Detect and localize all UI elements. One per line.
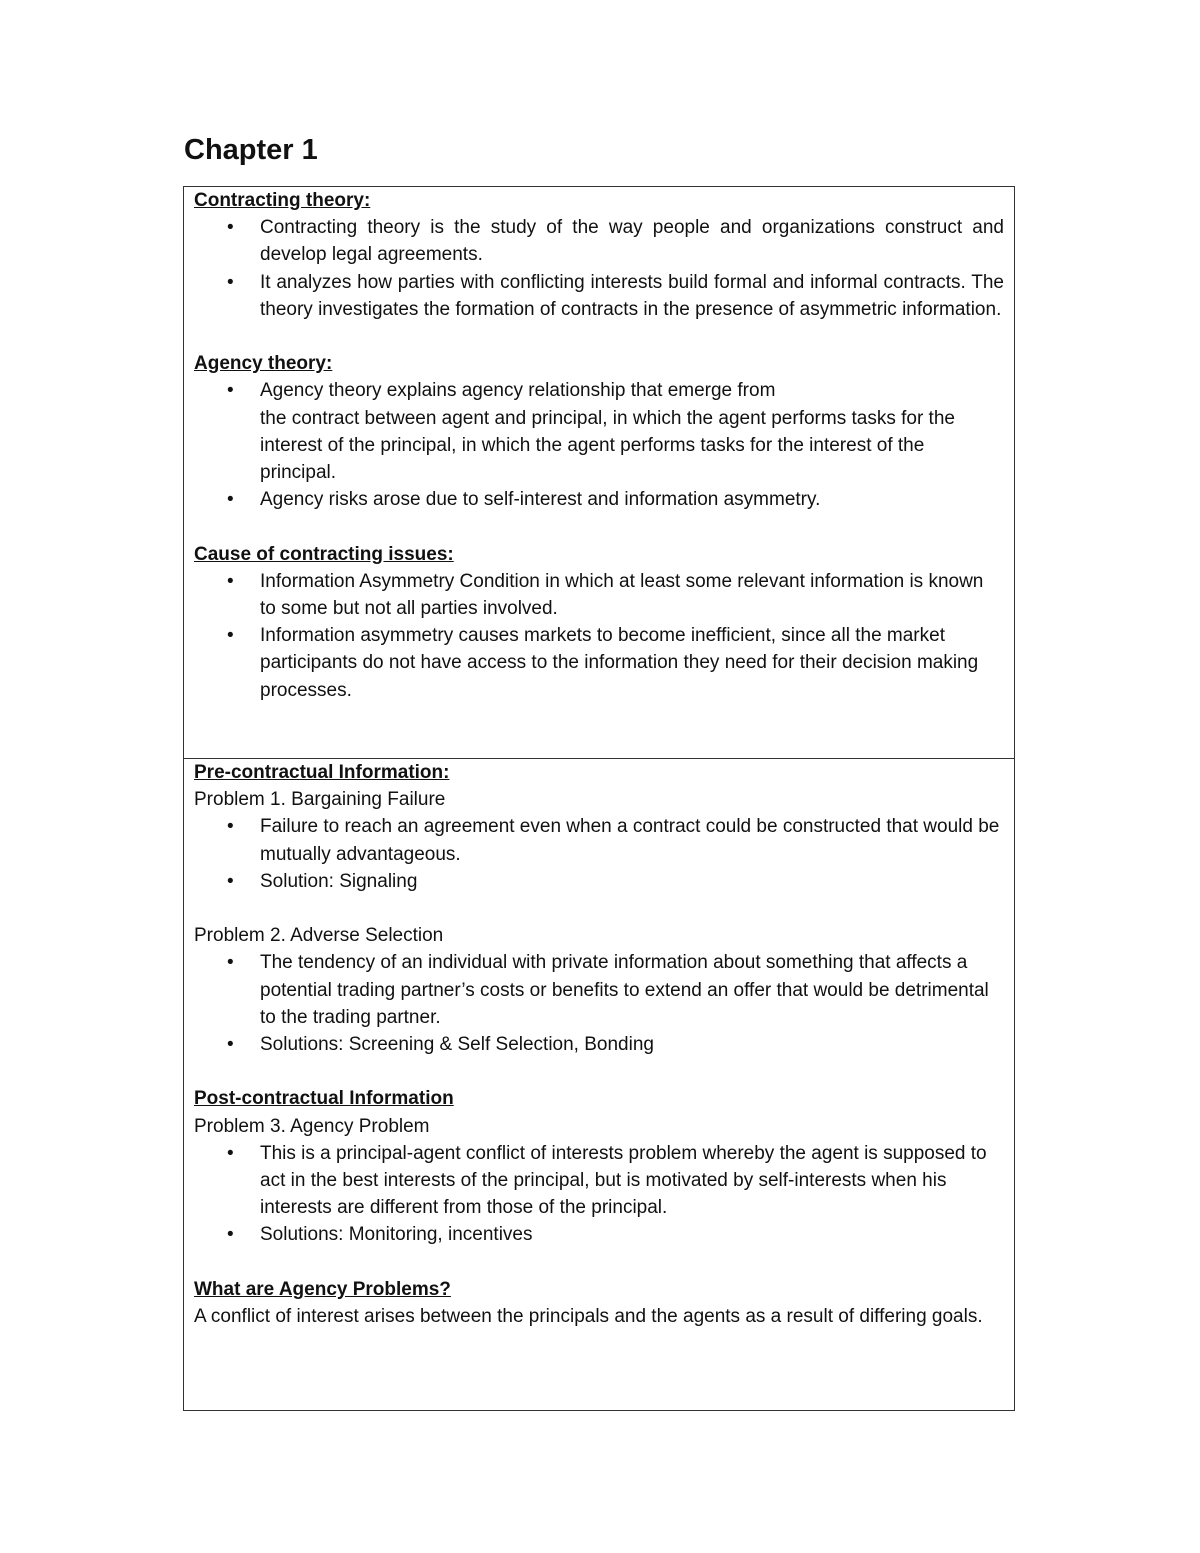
- bullet-list-bargaining-failure: [194, 813, 1004, 895]
- list-item: [227, 813, 1004, 867]
- bullet-icon: •: [227, 217, 234, 239]
- section-heading-cause-of-contracting-issues: Cause of contracting issues:: [194, 543, 454, 565]
- bullet-icon: •: [227, 380, 234, 402]
- bullet-list-cause-of-contracting-issues: [194, 568, 1004, 704]
- bullet-list-agency-theory: [194, 377, 1004, 513]
- bullet-list-contracting-theory: [194, 214, 1004, 323]
- bullet-icon: •: [227, 1142, 234, 1164]
- bullet-icon: •: [227, 870, 234, 892]
- list-item-text: The tendency of an individual with private information about something that affects a potential trading partner’s costs or benefits to extend an offer that would be detrimental to the trading partner.: [260, 952, 989, 1028]
- table-cell-information-problems: [184, 759, 1014, 1330]
- problem-title-agency-problem: Problem 3. Agency Problem: [194, 1115, 430, 1137]
- list-item-text: This is a principal-agent conflict of interests problem whereby the agent is supposed to act in the best interests of the principal, but is motivated by self-interests when his interests are different from those of the principal.: [260, 1142, 987, 1219]
- list-item: [227, 214, 1004, 268]
- bullet-icon: •: [227, 952, 234, 974]
- spacer: [194, 323, 1004, 350]
- page-title: Chapter 1: [184, 134, 318, 166]
- list-item: [227, 949, 1004, 1031]
- bullet-icon: •: [227, 271, 234, 293]
- list-item-text-continued: the contract between agent and principal, in which the agent performs tasks for the interest of the principal, in which the agent performs tasks for the interest of the principal.: [260, 407, 955, 484]
- spacer: [194, 1058, 1004, 1085]
- bullet-icon: •: [227, 1034, 234, 1056]
- list-item-text: It analyzes how parties with conflicting interests build formal and informal contracts. The theory investigates the formation of contracts in the presence of asymmetric information.: [260, 271, 1004, 320]
- list-item-text: Contracting theory is the study of the way people and organizations construct and develop legal agreements.: [260, 217, 1004, 266]
- list-item-text: Information Asymmetry Condition in which at least some relevant information is known to some but not all parties involved.: [260, 570, 984, 620]
- list-item: [227, 1221, 1004, 1248]
- list-item: [227, 622, 1004, 704]
- bullet-icon: •: [227, 1224, 234, 1246]
- list-item: [227, 486, 1004, 513]
- bullet-icon: •: [227, 816, 234, 838]
- section-heading-pre-contractual-information: Pre-contractual Information:: [194, 762, 450, 783]
- list-item: [227, 1031, 1004, 1058]
- table-cell-theories: [184, 187, 1014, 759]
- list-item-text: Solutions: Screening & Self Selection, Bonding: [260, 1034, 654, 1056]
- list-item: [227, 377, 1004, 486]
- section-heading-contracting-theory: Contracting theory:: [194, 190, 371, 211]
- list-item-text: Agency theory explains agency relationship that emerge from: [260, 380, 776, 402]
- list-item: [227, 1140, 1004, 1222]
- list-item: [227, 269, 1004, 323]
- bullet-icon: •: [227, 489, 234, 511]
- list-item-text: Solution: Signaling: [260, 870, 418, 892]
- problem-title-bargaining-failure: Problem 1. Bargaining Failure: [194, 789, 446, 811]
- list-item-text: Failure to reach an agreement even when a contract could be constructed that would be mutually advantageous.: [260, 816, 1000, 865]
- list-item-text: Information asymmetry causes markets to become inefficient, since all the market participants do not have access to the information they need for their decision making processes.: [260, 625, 979, 701]
- list-item: [227, 568, 1004, 622]
- section-heading-agency-theory: Agency theory:: [194, 353, 333, 375]
- spacer: [194, 1249, 1004, 1276]
- notes-table: [183, 186, 1015, 1411]
- list-item-text: Solutions: Monitoring, incentives: [260, 1224, 533, 1246]
- list-item: [227, 868, 1004, 895]
- section-heading-post-contractual-information: Post-contractual Information: [194, 1088, 454, 1110]
- problem-title-adverse-selection: Problem 2. Adverse Selection: [194, 925, 444, 947]
- paragraph-agency-problems-definition: A conflict of interest arises between the principals and the agents as a result of differing goals.: [194, 1306, 983, 1328]
- bullet-list-adverse-selection: [194, 949, 1004, 1058]
- spacer: [194, 513, 1004, 540]
- spacer: [194, 895, 1004, 922]
- bullet-list-agency-problem: [194, 1140, 1004, 1249]
- list-item-text: Agency risks arose due to self-interest and information asymmetry.: [260, 489, 821, 511]
- bullet-icon: •: [227, 625, 234, 647]
- section-heading-what-are-agency-problems: What are Agency Problems?: [194, 1278, 451, 1300]
- bullet-icon: •: [227, 570, 234, 592]
